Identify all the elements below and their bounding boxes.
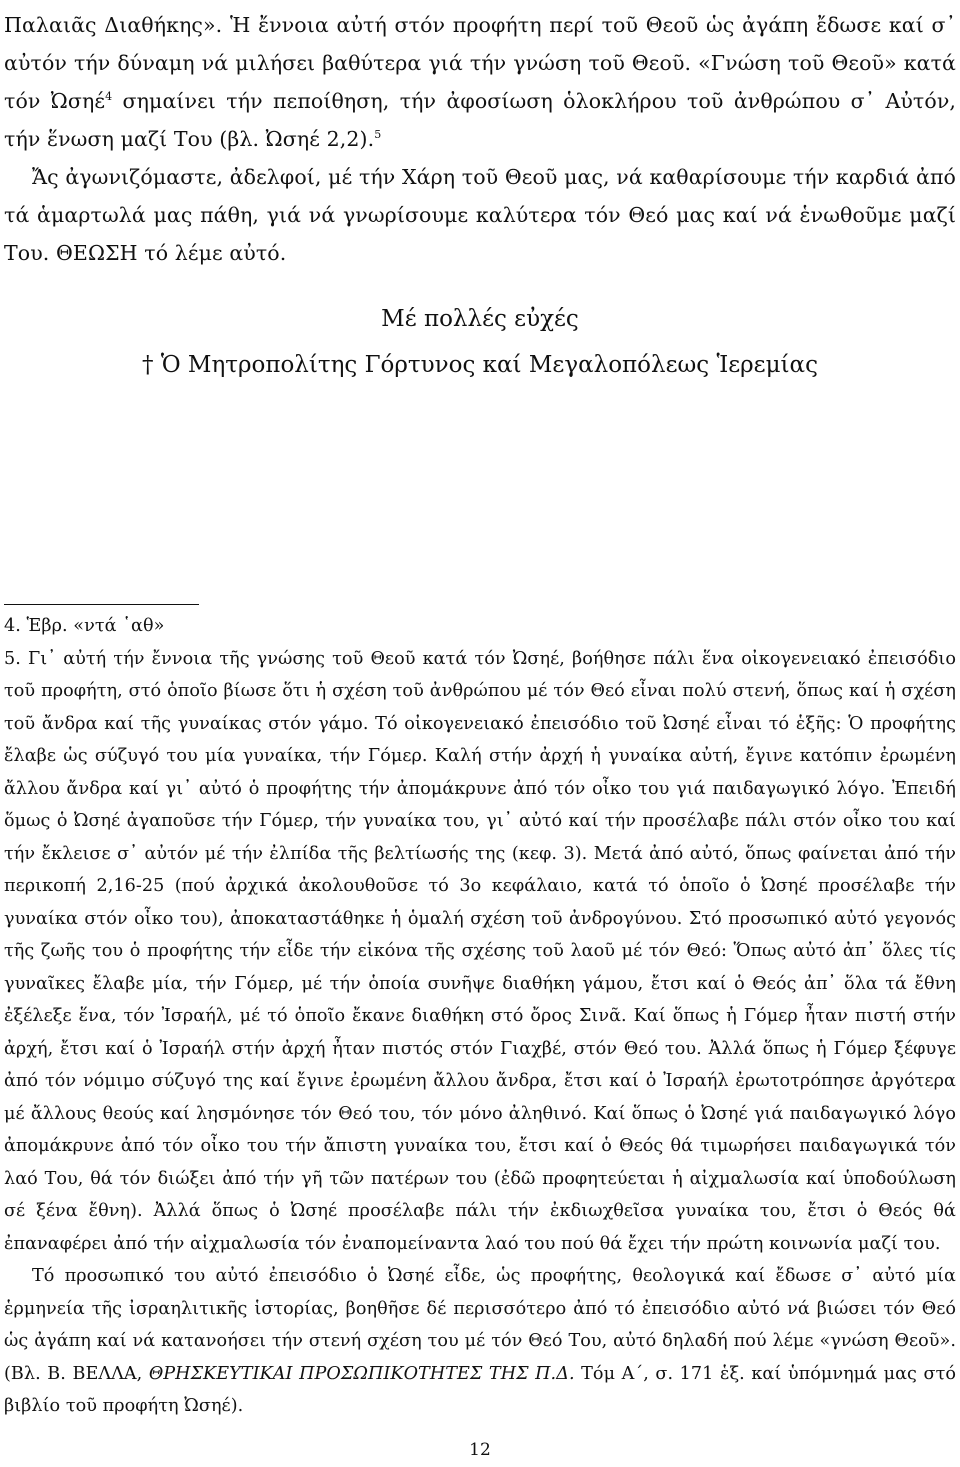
main-text — [4, 6, 956, 272]
paragraph-1-part-b: σημαίνει τήν πεποίθηση, τήν ἀφοσίωση ὁλοκλήρου τοῦ ἀνθρώπου σ᾿ Αὐτόν, τήν ἕνωση μαζί Του (βλ. Ὠσηέ 2,2). — [4, 89, 956, 151]
closing-block — [4, 296, 956, 388]
footnote-ref-4: 4 — [105, 90, 113, 104]
footnote-5-text-b: Τόμ Α΄, σ. 171 ἑξ. καί ὑπόμνημά μας στό βιβλίο τοῦ προφήτη Ὠσηέ). — [4, 1363, 956, 1416]
footnote-5: 5. Γι᾿ αὐτή τήν ἔννοια τῆς γνώσης τοῦ Θεοῦ κατά τόν Ὠσηέ, βοήθησε πάλι ἕνα οἰκογενειακό ἐπεισόδιο τοῦ προφήτη, στό ὁποῖο βίωσε ὅτι ἡ σχέση τοῦ ἀνθρώπου μέ τόν Θεό εἶναι πολύ στενή, ὅπως καί ἡ σχέση τοῦ ἄνδρα καί τῆς γυναίκας στόν γάμο. Τό οἰκογενειακό ἐπεισόδιο τοῦ Ὠσηέ εἶναι τό ἑξῆς: Ὁ προφήτης ἔλαβε ὡς σύζυγό του μία γυναίκα, τήν Γόμερ. Καλή στήν ἀρχή ἡ γυναίκα αὐτή, ἔγινε κατόπιν ἐρωμένη ἄλλου ἄνδρα καί γι᾿ αὐτό ὁ προφήτης τήν ἀπομάκρυνε ἀπό τόν οἶκο του γιά παιδαγωγικό λόγο. Ἐπειδή ὅμως ὁ Ὠσηέ ἀγαποῦσε τήν Γόμερ, τήν γυναίκα του, γι᾿ αὐτό καί τήν προσέλαβε πάλι στόν οἶκο του καί τήν ἔκλεισε σ᾿ αὐτόν μέ τήν ἐλπίδα τῆς βελτίωσής της (κεφ. 3). Μετά ἀπό αὐτό, ὅπως φαίνεται ἀπό τήν περικοπή 2,16-25 (πού ἀρχικά ἀκολουθοῦσε τό 3ο κεφάλαιο, κατά τό ὁποῖο ὁ Ὠσηέ προσέλαβε τήν γυναίκα στόν οἶκο του), ἀποκαταστάθηκε ἡ ὁμαλή σχέση τοῦ ἀνδρογύνου. Στό προσωπικό αὐτό γεγονός τῆς ζωῆς του ὁ προφήτης τήν εἶδε τήν εἰκόνα τῆς σχέσης τοῦ λαοῦ μέ τόν Θεό: Ὅπως αὐτό ἀπ᾿ ὅλες τίς γυναῖκες ἔλαβε μία, τήν Γόμερ, μέ τήν ὁποία συνῆψε διαθήκη γάμου, ἔτσι καί ὁ Θεός ἀπ᾿ ὅλα τά ἔθνη ἐξέλεξε ἕνα, τόν Ἰσραήλ, μέ τό ὁποῖο ἔκανε διαθήκη στό ὄρος Σινᾶ. Καί ὅπως ἡ Γόμερ ἦταν πιστή στήν ἀρχή, ἔτσι καί ὁ Ἰσραήλ στήν ἀρχή ἦταν πιστός στόν Γιαχβέ, στόν Θεό του. Ἀλλά ὅπως ἡ Γόμερ ξέφυγε ἀπό τόν νόμιμο σύζυγό της καί ἔγινε ἐρωμένη ἄλλου ἄνδρα, ἔτσι καί ὁ Ἰσραήλ ἐρωτοτρόπησε ἀργότερα μέ ἄλλους θεούς καί λησμόνησε τόν Θεό του, τόν μόνο ἀληθινό. Καί ὅπως ὁ Ὠσηέ γιά παιδαγωγικό λόγο ἀπομάκρυνε ἀπό τόν οἶκο του τήν ἄπιστη γυναίκα του, ἔτσι καί ὁ Θεός θά τιμωρήσει παιδαγωγικά τόν λαό Του, θά τόν διώξει ἀπό τήν γῆ τῶν πατέρων του (ἐδῶ προφητεύεται ἡ αἰχμαλωσία καί ὑποδούλωση σέ ξένα ἔθνη). Ἀλλά ὅπως ὁ Ὠσηέ προσέλαβε πάλι τήν ἐκδιωχθεῖσα γυναίκα του, ἔτσι ὁ Θεός θά ἐπαναφέρει ἀπό τήν αἰχμαλωσία τόν ἐναπομείναντα λαό του πού θά ἔχει τήν πρώτη κοινωνία μαζί του. — [4, 648, 956, 1254]
closing-wishes: Μέ πολλές εὐχές — [381, 306, 579, 332]
paragraph-1 — [4, 6, 956, 158]
footnote-ref-5: 5 — [374, 128, 382, 142]
footnote-5-book-title: ΘΡΗΣΚΕΥΤΙΚΑΙ ΠΡΟΣΩΠΙΚΟΤΗΤΕΣ ΤΗΣ Π.Δ. — [148, 1363, 575, 1384]
footnotes — [4, 610, 956, 1423]
footnote-4: 4. Ἑβρ. «ντά ῾αθ» — [4, 616, 165, 636]
paragraph-1-part-a: Παλαιᾶς Διαθήκης». Ἡ ἔννοια αὐτή στόν προφήτη περί τοῦ Θεοῦ ὡς ἀγάπη ἔδωσε καί σ᾿ αὐτόν τήν δύναμη νά μιλήσει βαθύτερα γιά τήν γνώση τοῦ Θεοῦ. «Γνώση τοῦ Θεοῦ» κατά τόν Ὠσηέ — [4, 13, 956, 113]
footnote-divider — [4, 604, 199, 605]
footnote-5-text-a: Τό προσωπικό του αὐτό ἐπεισόδιο ὁ Ὠσηέ εἶδε, ὡς προφήτης, θεολογικά καί ἔδωσε σ᾿ αὐτό μία ἑρμηνεία τῆς ἰσραηλιτικῆς ἱστορίας, βοηθῆσε δέ περισσότερο ἀπό τό ἐπεισόδιο αὐτό νά βιώσει τόν Θεό ὡς ἀγάπη καί νά κατανοήσει τήν στενή σχέση του μέ τόν Θεό Του, αὐτό δηλαδή πού λέμε «γνώση Θεοῦ». (Βλ. Β. ΒΕΛΛΑ, — [4, 1266, 956, 1384]
paragraph-2 — [4, 158, 956, 272]
footnote-5-continuation — [4, 1260, 956, 1423]
closing-signature: † Ὁ Μητροπολίτης Γόρτυνος καί Μεγαλοπόλεως Ἱερεμίας — [142, 352, 818, 378]
paragraph-2-text: Ἄς ἀγωνιζόμαστε, ἀδελφοί, μέ τήν Χάρη τοῦ Θεοῦ μας, νά καθαρίσουμε τήν καρδιά ἀπό τά ἁμαρτωλά μας πάθη, γιά νά γνωρίσουμε καλύτερα τόν Θεό μας καί νά ἑνωθοῦμε μαζί Του. ΘΕΩΣΗ τό λέμε αὐτό. — [4, 165, 956, 265]
page-number: 12 — [469, 1440, 491, 1460]
